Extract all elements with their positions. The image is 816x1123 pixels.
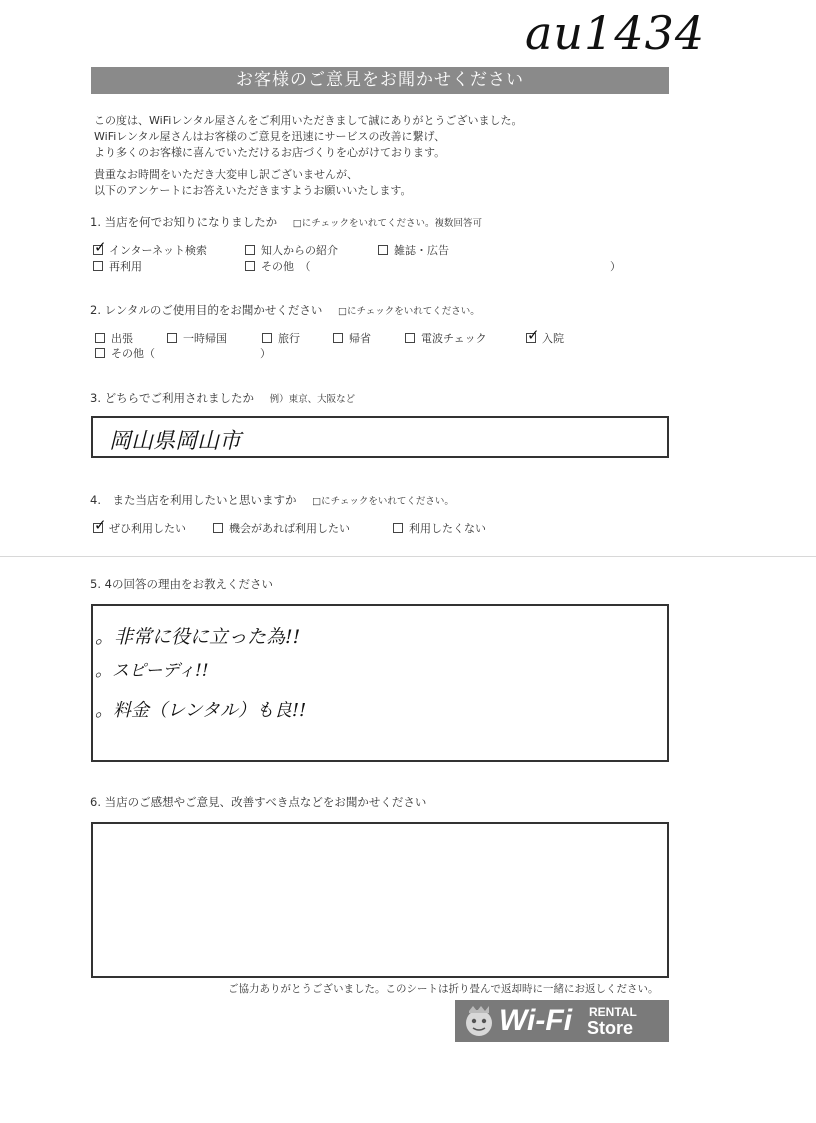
- q4-option-no[interactable]: [393, 520, 486, 536]
- option-label: 再利用: [109, 260, 142, 273]
- option-label: 電波チェック: [421, 332, 487, 345]
- option-label: 旅行: [278, 332, 300, 345]
- checkbox[interactable]: [93, 261, 103, 271]
- intro-paragraph-1: [94, 113, 523, 161]
- footer-note: ご協力ありがとうございました。このシートは折り畳んで返却時に一緒にお返しください。: [228, 983, 659, 995]
- question-2-label: 2. レンタルのご使用目的をお聞かせください: [90, 303, 323, 317]
- option-label: 出張: [111, 332, 133, 345]
- q2-option-temporary-return[interactable]: [167, 330, 227, 346]
- intro-line: より多くのお客様に喜んでいただけるお店づくりを心がけております。: [94, 146, 446, 159]
- q5-handwritten-line: 。料金（レンタル）も良!!: [95, 700, 307, 721]
- logo-rental-text: RENTAL: [589, 1005, 637, 1019]
- question-4-label: 4. また当店を利用したいと思いますか: [90, 493, 297, 507]
- checkbox[interactable]: [262, 333, 272, 343]
- question-3: [90, 390, 355, 406]
- option-label: その他 （: [261, 260, 311, 273]
- question-2: [90, 302, 480, 318]
- checkbox[interactable]: [213, 523, 223, 533]
- intro-line: WiFiレンタル屋さんはお客様のご意見を迅速にサービスの改善に繋げ、: [94, 130, 446, 143]
- q3-answer-box[interactable]: [91, 416, 669, 458]
- logo-main-text: Wi-Fi: [499, 1004, 573, 1037]
- checkbox[interactable]: [245, 245, 255, 255]
- intro-paragraph-2: [94, 167, 411, 199]
- handwritten-document-id: au1434: [525, 6, 706, 60]
- q2-option-hospitalization[interactable]: [526, 326, 564, 346]
- question-6: [90, 794, 426, 810]
- q4-option-if-chance[interactable]: [213, 520, 350, 536]
- q4-option-definitely[interactable]: [93, 516, 186, 536]
- question-4: [90, 492, 454, 508]
- q2-other-close-paren: ）: [260, 347, 271, 360]
- checkbox[interactable]: [95, 333, 105, 343]
- option-label: 帰省: [349, 332, 371, 345]
- logo-store-text: Store: [587, 1018, 634, 1038]
- wifi-rental-store-logo: [455, 1000, 669, 1042]
- q6-answer-box[interactable]: [91, 822, 669, 978]
- q5-answer-box[interactable]: [91, 604, 669, 762]
- checkbox[interactable]: [405, 333, 415, 343]
- q1-option-other[interactable]: [245, 258, 311, 274]
- checkbox[interactable]: [95, 348, 105, 358]
- question-1-hint: □にチェックをいれてください。複数回答可: [292, 218, 482, 229]
- q1-option-referral[interactable]: [245, 242, 338, 258]
- intro-line: 以下のアンケートにお答えいただきますようお願いいたします。: [94, 184, 412, 197]
- option-label: 雑誌・広告: [394, 244, 449, 257]
- q3-handwritten-answer: 岡山県岡山市: [109, 429, 242, 454]
- q5-handwritten-line: 。スピーディ!!: [95, 661, 209, 681]
- option-label: ぜひ利用したい: [109, 522, 186, 535]
- question-1: [90, 214, 482, 230]
- question-1-label: 1. 当店を何でお知りになりましたか: [90, 215, 278, 229]
- q2-option-homecoming[interactable]: [333, 330, 371, 346]
- q1-other-close-paren: ）: [610, 260, 621, 273]
- checkbox[interactable]: [333, 333, 343, 343]
- checkbox[interactable]: [167, 333, 177, 343]
- question-5-label: 5. 4の回答の理由をお教えください: [90, 577, 273, 591]
- q1-option-magazine[interactable]: [378, 242, 449, 258]
- intro-line: 貴重なお時間をいただき大変申し訳ございませんが、: [94, 168, 358, 181]
- checkbox-checked[interactable]: [93, 516, 107, 534]
- option-label: 入院: [542, 332, 564, 345]
- question-5: [90, 576, 273, 592]
- checkbox[interactable]: [393, 523, 403, 533]
- question-4-hint: □にチェックをいれてください。: [312, 496, 454, 507]
- checkmark-icon: ✓: [94, 238, 107, 256]
- q1-option-internet[interactable]: [93, 238, 208, 258]
- option-label: 利用したくない: [409, 522, 486, 535]
- mascot-icon: [461, 1004, 497, 1038]
- q2-option-business-trip[interactable]: [95, 330, 133, 346]
- form-title: お客様のご意見をお聞かせください: [91, 67, 669, 94]
- checkbox-checked[interactable]: [93, 238, 107, 256]
- question-6-label: 6. 当店のご感想やご意見、改善すべき点などをお聞かせください: [90, 795, 427, 809]
- question-2-hint: □にチェックをいれてください。: [338, 306, 480, 317]
- checkmark-icon: ✓: [94, 516, 107, 534]
- option-label: インターネット検索: [109, 244, 208, 257]
- checkbox[interactable]: [245, 261, 255, 271]
- option-label: 知人からの紹介: [261, 244, 338, 257]
- q1-option-reuse[interactable]: [93, 258, 142, 274]
- question-3-hint: 例）東京、大阪など: [269, 394, 356, 405]
- option-label: 機会があれば利用したい: [229, 522, 350, 535]
- question-3-label: 3. どちらでご利用されましたか: [90, 391, 255, 405]
- q5-handwritten-line: 。非常に役に立った為!!: [95, 626, 301, 648]
- option-label: 一時帰国: [183, 332, 227, 345]
- intro-line: この度は、WiFiレンタル屋さんをご利用いただきまして誠にありがとうございました。: [94, 114, 523, 127]
- checkbox-checked[interactable]: [526, 326, 540, 344]
- checkbox[interactable]: [378, 245, 388, 255]
- scan-artifact-line: [0, 556, 816, 557]
- option-label: その他（: [111, 347, 155, 360]
- q2-option-signal-check[interactable]: [405, 330, 487, 346]
- q2-option-travel[interactable]: [262, 330, 300, 346]
- q2-option-other[interactable]: [95, 345, 155, 361]
- checkmark-icon: ✓: [527, 326, 540, 344]
